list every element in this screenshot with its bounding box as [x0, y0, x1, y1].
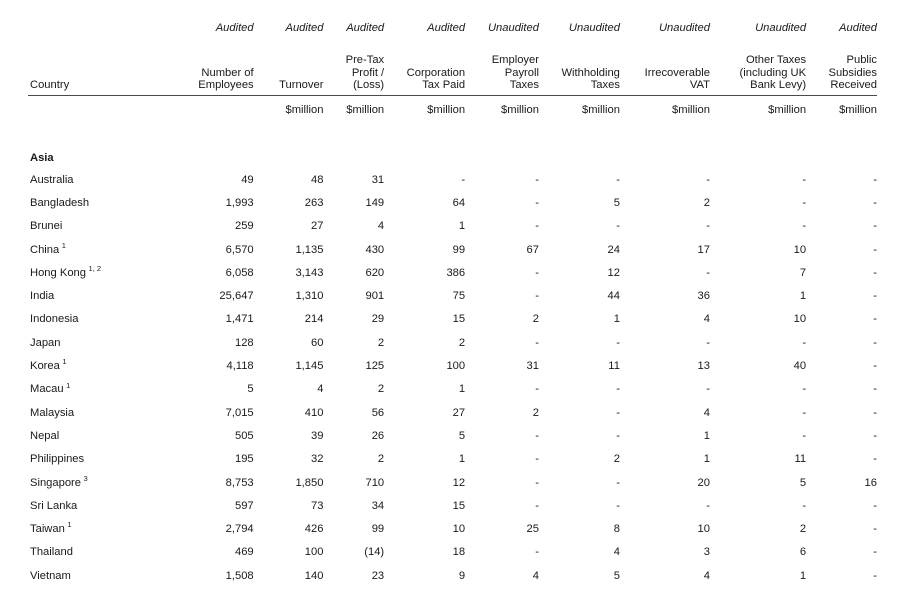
value-cell: 1,508	[225, 569, 254, 582]
value-cell: -	[616, 173, 620, 186]
value-cell: -	[873, 243, 877, 256]
value-cell: -	[535, 383, 539, 396]
column-header-line: Turnover	[279, 79, 324, 92]
column-header-line: VAT	[689, 79, 710, 92]
value-cell: -	[873, 406, 877, 419]
country-label: Macau	[30, 383, 64, 396]
value-cell: 25	[526, 523, 539, 536]
value-cell: 505	[234, 429, 254, 442]
table-row	[28, 401, 877, 424]
country-name-cell	[28, 168, 198, 191]
value-cell: 75	[452, 290, 466, 303]
value-cell: 2,794	[225, 523, 254, 536]
column-header-line: Payroll	[504, 66, 539, 79]
table-row	[28, 354, 877, 377]
value-cell: -	[535, 429, 539, 442]
country-name-cell	[28, 261, 198, 284]
value-cell: 430	[365, 243, 385, 256]
table-row	[28, 168, 877, 191]
value-cell: -	[873, 429, 877, 442]
country-label: Philippines	[30, 453, 85, 466]
value-cell: -	[616, 429, 620, 442]
value-cell: 5	[247, 383, 254, 396]
value-cell: 8,753	[225, 476, 254, 489]
table-row	[28, 517, 877, 540]
country-name-cell	[28, 238, 198, 261]
value-cell: 6,058	[225, 266, 254, 279]
column-header-5	[465, 34, 539, 96]
column-header-9	[806, 34, 877, 96]
value-cell: 6	[799, 546, 807, 559]
country-name-cell	[28, 331, 198, 354]
value-cell: 5	[613, 196, 620, 209]
value-cell: 7	[799, 266, 807, 279]
value-cell: 2	[377, 383, 385, 396]
country-label: Vietnam	[30, 569, 71, 582]
country-label: Korea	[30, 360, 60, 373]
section-heading-row	[28, 148, 877, 168]
column-header-0	[28, 34, 198, 96]
table-row	[28, 308, 877, 331]
value-cell: 1	[458, 383, 466, 396]
value-cell: -	[535, 476, 539, 489]
value-cell: -	[535, 499, 539, 512]
value-cell: -	[616, 383, 620, 396]
value-cell: 1,993	[225, 196, 254, 209]
value-cell: 195	[234, 453, 254, 466]
value-cell: -	[873, 523, 877, 536]
country-name-cell	[28, 471, 198, 494]
value-cell: -	[802, 220, 807, 233]
country-name-cell	[28, 517, 198, 540]
value-cell: -	[802, 173, 807, 186]
audit-status-2: Audited	[285, 22, 324, 34]
country-label: Singapore	[30, 476, 82, 489]
value-cell: 259	[234, 220, 254, 233]
value-cell: 1	[799, 290, 807, 303]
column-header-row	[28, 34, 877, 96]
column-header-line: Corporation	[406, 66, 466, 79]
value-cell: 29	[371, 313, 385, 326]
column-header-line: Country	[30, 79, 70, 92]
value-cell: 11	[608, 360, 620, 373]
value-cell: 1,145	[295, 360, 324, 373]
country-label: Hong Kong	[30, 266, 86, 279]
value-cell: 12	[452, 476, 466, 489]
value-cell: 32	[311, 453, 324, 466]
value-cell: -	[706, 220, 710, 233]
spacer-cell	[28, 132, 877, 148]
value-cell: -	[706, 383, 710, 396]
country-label: Nepal	[30, 429, 60, 442]
value-cell: 10	[793, 313, 807, 326]
value-cell: 2	[458, 336, 466, 349]
value-cell: -	[873, 173, 877, 186]
value-cell: 4,118	[226, 360, 254, 373]
footnote-marker: 1	[67, 520, 72, 530]
value-cell: 23	[371, 569, 385, 582]
value-cell: 4	[377, 220, 385, 233]
value-cell: 18	[452, 546, 466, 559]
country-label: Taiwan	[30, 523, 65, 536]
value-cell: -	[706, 266, 710, 279]
country-label: Thailand	[30, 546, 73, 559]
value-cell: -	[706, 336, 710, 349]
value-cell: -	[461, 173, 466, 186]
table-row	[28, 215, 877, 238]
value-cell: 214	[304, 313, 324, 326]
value-cell: 15	[452, 313, 466, 326]
column-header-line: Taxes	[509, 79, 539, 92]
value-cell: 56	[371, 406, 385, 419]
column-header-line: Irrecoverable	[644, 66, 710, 79]
value-cell: 2	[532, 313, 539, 326]
column-header-line: Other Taxes	[745, 54, 807, 67]
column-header-line: Withholding	[561, 66, 620, 79]
column-header-2	[254, 34, 324, 96]
country-name-cell	[28, 215, 198, 238]
value-cell: 24	[607, 243, 620, 256]
value-cell: 2	[613, 453, 620, 466]
value-cell: 15	[452, 499, 466, 512]
value-cell: -	[802, 383, 807, 396]
value-cell: 99	[371, 523, 385, 536]
value-cell: -	[802, 196, 807, 209]
table-row	[28, 284, 877, 307]
country-label: Sri Lanka	[30, 499, 78, 512]
value-cell: 1,471	[225, 313, 254, 326]
audit-status-3: Audited	[346, 22, 385, 34]
audit-status-1: Audited	[215, 22, 254, 34]
value-cell: 2	[532, 406, 539, 419]
value-cell: -	[873, 360, 877, 373]
value-cell: 36	[697, 290, 710, 303]
value-cell: 48	[311, 173, 324, 186]
value-cell: -	[535, 196, 539, 209]
value-cell: 9	[458, 569, 466, 582]
value-cell: -	[535, 266, 539, 279]
country-label: Australia	[30, 173, 74, 186]
value-cell: 140	[304, 569, 324, 582]
value-cell: -	[802, 429, 807, 442]
footnote-marker: 1	[66, 380, 71, 390]
value-cell: 386	[446, 266, 466, 279]
country-label: Malaysia	[30, 406, 75, 419]
value-cell: 2	[799, 523, 807, 536]
country-name-cell	[28, 354, 198, 377]
value-cell: -	[802, 406, 807, 419]
value-cell: -	[873, 220, 877, 233]
column-header-line: (Loss)	[353, 79, 385, 92]
column-header-line: Taxes	[590, 79, 620, 92]
column-header-1	[198, 34, 254, 96]
value-cell: 11	[794, 453, 807, 466]
value-cell: 10	[793, 243, 807, 256]
column-header-4	[384, 34, 465, 96]
column-header-line: Pre-Tax	[345, 54, 385, 67]
audit-status-9: Audited	[839, 22, 877, 34]
value-cell: 4	[613, 546, 620, 559]
column-header-line: Employer	[491, 54, 539, 67]
country-label: India	[30, 290, 55, 303]
table-row	[28, 191, 877, 214]
value-cell: 4	[532, 569, 539, 582]
value-cell: -	[873, 336, 877, 349]
table-row	[28, 471, 877, 494]
value-cell: -	[535, 336, 539, 349]
country-name-cell	[28, 564, 198, 587]
value-cell: 125	[365, 360, 385, 373]
column-header-line: Number of	[201, 66, 254, 79]
value-cell: 6,570	[225, 243, 254, 256]
table-row	[28, 331, 877, 354]
value-cell: 2	[377, 453, 385, 466]
value-cell: 5	[799, 476, 807, 489]
value-cell: 149	[365, 196, 385, 209]
footnote-marker: 1, 2	[88, 264, 102, 274]
value-cell: 67	[526, 243, 539, 256]
value-cell: 469	[234, 546, 254, 559]
unit-cell-5: $million	[501, 104, 539, 116]
value-cell: 263	[304, 196, 324, 209]
unit-cell-9: $million	[839, 104, 877, 116]
table-body	[28, 132, 877, 587]
unit-cell-6: $million	[581, 104, 620, 116]
footnote-marker: 1	[61, 240, 66, 250]
value-cell: 49	[241, 173, 254, 186]
country-name-cell	[28, 448, 198, 471]
value-cell: (14)	[364, 546, 385, 559]
column-header-7	[620, 34, 710, 96]
value-cell: 10	[697, 523, 710, 536]
value-cell: 64	[452, 196, 466, 209]
value-cell: 12	[607, 266, 620, 279]
value-cell: 60	[311, 336, 324, 349]
value-cell: 1	[458, 453, 466, 466]
value-cell: -	[873, 499, 877, 512]
value-cell: 1,135	[295, 243, 324, 256]
table-row	[28, 378, 877, 401]
value-cell: 39	[311, 429, 324, 442]
table-header	[28, 0, 877, 132]
unit-cell-4: $million	[427, 104, 466, 116]
table-row	[28, 238, 877, 261]
value-cell: 2	[703, 196, 710, 209]
value-cell: -	[873, 453, 877, 466]
value-cell: -	[616, 220, 620, 233]
value-cell: 5	[458, 429, 466, 442]
value-cell: 7,015	[225, 406, 254, 419]
value-cell: -	[802, 499, 807, 512]
column-header-line: Tax Paid	[422, 79, 466, 92]
value-cell: 597	[234, 499, 254, 512]
value-cell: -	[873, 546, 877, 559]
value-cell: 426	[304, 523, 324, 536]
value-cell: 901	[365, 290, 385, 303]
value-cell: 5	[613, 569, 620, 582]
value-cell: 27	[311, 220, 324, 233]
value-cell: -	[535, 220, 539, 233]
value-cell: 13	[697, 360, 710, 373]
column-header-line: Public	[846, 54, 877, 67]
units-row	[28, 96, 877, 133]
value-cell: 410	[304, 406, 324, 419]
value-cell: 1,850	[295, 476, 324, 489]
value-cell: 4	[317, 383, 324, 396]
value-cell: 31	[371, 173, 385, 186]
value-cell: -	[535, 290, 539, 303]
audit-status-5: Unaudited	[487, 22, 539, 34]
country-name-cell	[28, 308, 198, 331]
column-header-6	[539, 34, 620, 96]
column-header-line: Received	[830, 79, 877, 92]
value-cell: -	[616, 476, 620, 489]
audit-status-8: Unaudited	[755, 22, 807, 34]
value-cell: -	[873, 290, 877, 303]
audit-status-blank	[28, 0, 198, 34]
value-cell: 4	[703, 569, 710, 582]
audit-status-row	[28, 0, 877, 34]
value-cell: -	[706, 173, 710, 186]
value-cell: 4	[703, 406, 710, 419]
section-heading-asia: Asia	[30, 152, 54, 164]
value-cell: 31	[526, 360, 539, 373]
value-cell: 25,647	[219, 290, 254, 303]
table-row	[28, 261, 877, 284]
column-header-line: Bank Levy)	[750, 79, 807, 92]
value-cell: -	[873, 569, 877, 582]
country-name-cell	[28, 191, 198, 214]
value-cell: -	[535, 546, 539, 559]
value-cell: -	[706, 499, 710, 512]
value-cell: 73	[311, 499, 324, 512]
value-cell: 1	[799, 569, 807, 582]
value-cell: 3,143	[295, 266, 324, 279]
table-row	[28, 448, 877, 471]
value-cell: 620	[365, 266, 385, 279]
table-row	[28, 541, 877, 564]
value-cell: -	[802, 336, 807, 349]
audit-status-4: Audited	[427, 22, 466, 34]
value-cell: -	[873, 266, 877, 279]
value-cell: 34	[371, 499, 385, 512]
value-cell: 17	[697, 243, 710, 256]
value-cell: -	[616, 336, 620, 349]
unit-cell-2: $million	[285, 104, 324, 116]
value-cell: -	[873, 383, 877, 396]
value-cell: 1	[613, 313, 620, 326]
column-header-line: Employees	[198, 79, 254, 92]
value-cell: 8	[613, 523, 620, 536]
value-cell: 26	[371, 429, 385, 442]
country-name-cell	[28, 424, 198, 447]
value-cell: 1	[703, 429, 710, 442]
value-cell: 10	[452, 523, 466, 536]
country-label: Japan	[30, 336, 61, 349]
value-cell: 1,310	[295, 290, 324, 303]
value-cell: -	[616, 406, 620, 419]
country-tax-table	[28, 0, 877, 587]
country-name-cell	[28, 378, 198, 401]
table-row	[28, 494, 877, 517]
column-header-line: Subsidies	[828, 66, 877, 79]
value-cell: 99	[452, 243, 466, 256]
value-cell: -	[873, 196, 877, 209]
column-header-line: Profit /	[351, 66, 385, 79]
value-cell: 1	[703, 453, 710, 466]
country-label: Indonesia	[30, 313, 79, 326]
footnote-marker: 3	[83, 473, 88, 483]
value-cell: -	[873, 313, 877, 326]
table-row	[28, 564, 877, 587]
value-cell: -	[535, 453, 539, 466]
value-cell: 4	[703, 313, 710, 326]
value-cell: 27	[452, 406, 466, 419]
column-header-3	[323, 34, 384, 96]
unit-cell-8: $million	[768, 104, 807, 116]
value-cell: 3	[703, 546, 710, 559]
unit-cell-0	[28, 96, 198, 133]
value-cell: 16	[864, 476, 877, 489]
value-cell: -	[616, 499, 620, 512]
value-cell: 20	[697, 476, 710, 489]
value-cell: 1	[458, 220, 466, 233]
value-cell: 40	[793, 360, 807, 373]
country-label: Bangladesh	[30, 196, 90, 209]
value-cell: 100	[304, 546, 324, 559]
header-body-spacer	[28, 132, 877, 148]
country-name-cell	[28, 284, 198, 307]
country-name-cell	[28, 541, 198, 564]
country-label: Brunei	[30, 220, 63, 233]
table-row	[28, 424, 877, 447]
column-header-8	[710, 34, 806, 96]
unit-cell-3: $million	[346, 104, 385, 116]
value-cell: 100	[446, 360, 466, 373]
column-header-line: (including UK	[739, 66, 807, 79]
unit-cell-7: $million	[672, 104, 710, 116]
value-cell: 44	[607, 290, 620, 303]
value-cell: -	[535, 173, 539, 186]
value-cell: 2	[377, 336, 385, 349]
country-name-cell	[28, 494, 198, 517]
unit-cell-1	[198, 96, 254, 133]
country-label: China	[30, 243, 60, 256]
audit-status-7: Unaudited	[658, 22, 710, 34]
value-cell: 710	[365, 476, 385, 489]
footnote-marker: 1	[62, 357, 67, 367]
country-name-cell	[28, 401, 198, 424]
audit-status-6: Unaudited	[568, 22, 620, 34]
value-cell: 128	[234, 336, 254, 349]
